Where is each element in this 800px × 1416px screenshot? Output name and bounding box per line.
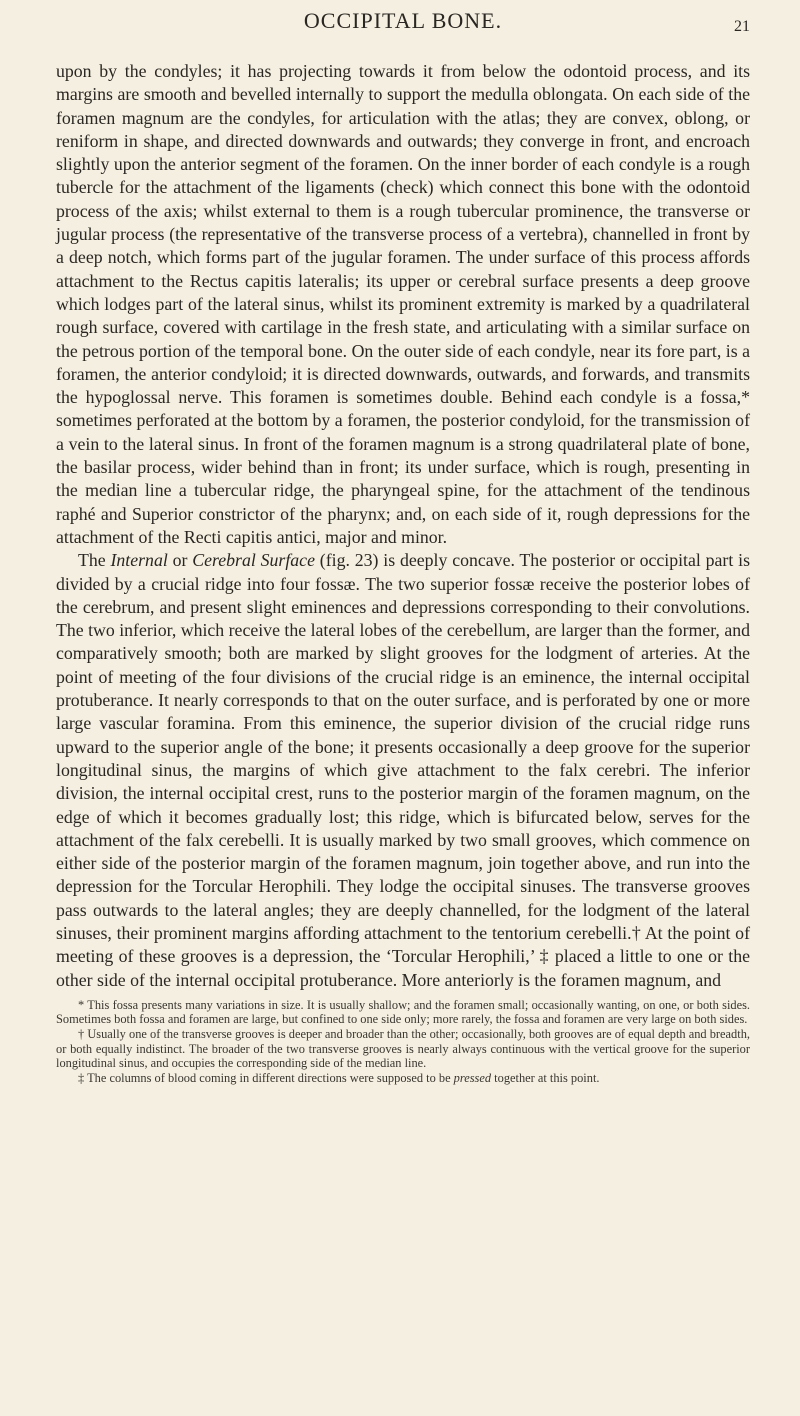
paragraph-condyles xyxy=(56,60,750,549)
page-header xyxy=(56,0,750,60)
running-head: OCCIPITAL BONE. xyxy=(303,8,503,33)
heading-cerebral-surface: Cerebral Surface xyxy=(192,550,315,571)
footnotes xyxy=(56,998,750,1086)
footnote-3-mark: ‡ xyxy=(78,1070,85,1085)
footnote-3 xyxy=(56,1071,750,1086)
footnote-ref-3: ‡ xyxy=(539,946,550,967)
heading-internal: Internal xyxy=(110,550,168,571)
footnote-ref-2: † xyxy=(631,922,642,943)
footnote-2-mark: † xyxy=(78,1027,85,1042)
paragraph-2-text-a: (fig. 23) is deeply concave. The posterior or occipital part is divided by a crucial ridge into four fossæ. The two superior fossæ receive the posterior lobes of the cerebrum, and present slight eminences and depressions corresponding to their convolutions. The two inferior, which receive the lateral lobes of the cerebellum, are larger than the former, and comparatively smooth; both are marked by slight grooves for the lodgment of arteries. At the point of meeting of the four divisions of the crucial ridge is an eminence, the internal occipital protuberance. It nearly corresponds to that on the outer surface, and is perforated by one or more large vascular foramina. From this eminence, the superior division of the crucial ridge runs upward to the superior angle of the bone; it presents occasionally a deep groove for the superior longitudinal sinus, the margins of which give attachment to the falx cerebri. The inferior division, the internal occipital crest, runs to the posterior margin of the foramen magnum, on the edge of which it becomes gradually lost; this ridge, which is bifurcated below, serves for the attachment of the falx cerebelli. It is usually marked by two small grooves, which commence on either side of the posterior margin of the foramen magnum, join together above, and run into the depression for the Torcular Herophili. They lodge the occipital sinuses. The transverse grooves pass outwards to the lateral angles; they are deeply channelled, for the lodgment of the lateral sinuses, their prominent margins affording attachment to the tentorium cerebelli. xyxy=(56,550,750,943)
paragraph-internal-surface xyxy=(56,549,750,992)
paragraph-1-text-b: sometimes perforated at the bottom by a foramen, the posterior condyloid, for the transmission of a vein to the lateral sinus. In front of the foramen magnum is a strong quadrilateral plate of bone, the basilar process, wider behind than in front; its under surface, which is rough, presenting in the median line a tubercular ridge, the pharyngeal spine, for the attachment of the tendinous raphé and Superior constrictor of the pharynx; and, on each side of it, rough depressions for the attachment of the Recti capitis antici, major and minor. xyxy=(56,410,750,547)
footnote-1 xyxy=(56,998,750,1027)
paragraph-2-lead: The xyxy=(78,550,111,571)
footnote-ref-1: * xyxy=(741,387,750,408)
footnote-2-text: Usually one of the transverse grooves is deeper and broader than the other; occasionally, both grooves are of equal depth and breadth, or both equally indistinct. The broader of the two transverse grooves is nearly always continuous with the vertical groove for the superior longitudinal sinus, and occupies the corresponding side of the median line. xyxy=(56,1027,750,1071)
page-number: 21 xyxy=(734,18,750,35)
paragraph-2-or: or xyxy=(167,550,193,571)
footnote-1-text: This fossa presents many variations in size. It is usually shallow; and the foramen small; occasionally wanting, on one, or both sides. Sometimes both fossa and foramen are large, but confined to one side only; more rarely, the fossa and foramen are very large on both sides. xyxy=(56,997,750,1027)
footnote-3-italic: pressed xyxy=(453,1070,492,1085)
footnote-2 xyxy=(56,1027,750,1071)
paragraph-2-text-b: At the point of meeting of these grooves is a depression, the ‘Torcular Herophili,’ xyxy=(56,922,750,967)
body-text xyxy=(56,60,750,992)
footnote-3-text-a: The columns of blood coming in different directions were supposed to be xyxy=(84,1070,454,1085)
paragraph-1-text-a: upon by the condyles; it has projecting towards it from below the odontoid process, and its margins are smooth and bevelled internally to support the medulla oblongata. On each side of the foramen magnum are the condyles, for articulation with the atlas; they are convex, oblong, or reniform in shape, and directed downwards and outwards; they converge in front, and encroach slightly upon the anterior segment of the foramen. On the inner border of each condyle is a rough tubercle for the attachment of the ligaments (check) which connect this bone with the odontoid process of the axis; whilst external to them is a rough tubercular prominence, the transverse or jugular process (the representative of the transverse process of a vertebra), channelled in front by a deep notch, which forms part of the jugular foramen. The under surface of this process affords attachment to the Rectus capitis lateralis; its upper or cerebral surface presents a deep groove which lodges part of the lateral sinus, whilst its prominent extremity is marked by a quadrilateral rough surface, covered with cartilage in the fresh state, and articulating with a similar surface on the petrous portion of the temporal bone. On the outer side of each condyle, near its fore part, is a foramen, the anterior condyloid; it is directed downwards, outwards, and forwards, and transmits the hypoglossal nerve. This foramen is sometimes double. Behind each condyle is a fossa, xyxy=(56,61,750,408)
footnote-1-mark: * xyxy=(78,997,85,1012)
paragraph-2-text-c: placed a little to one or the other side of the internal occipital protuberance. More anteriorly is the foramen magnum, and xyxy=(56,946,751,990)
footnote-3-text-b: together at this point. xyxy=(491,1070,600,1085)
